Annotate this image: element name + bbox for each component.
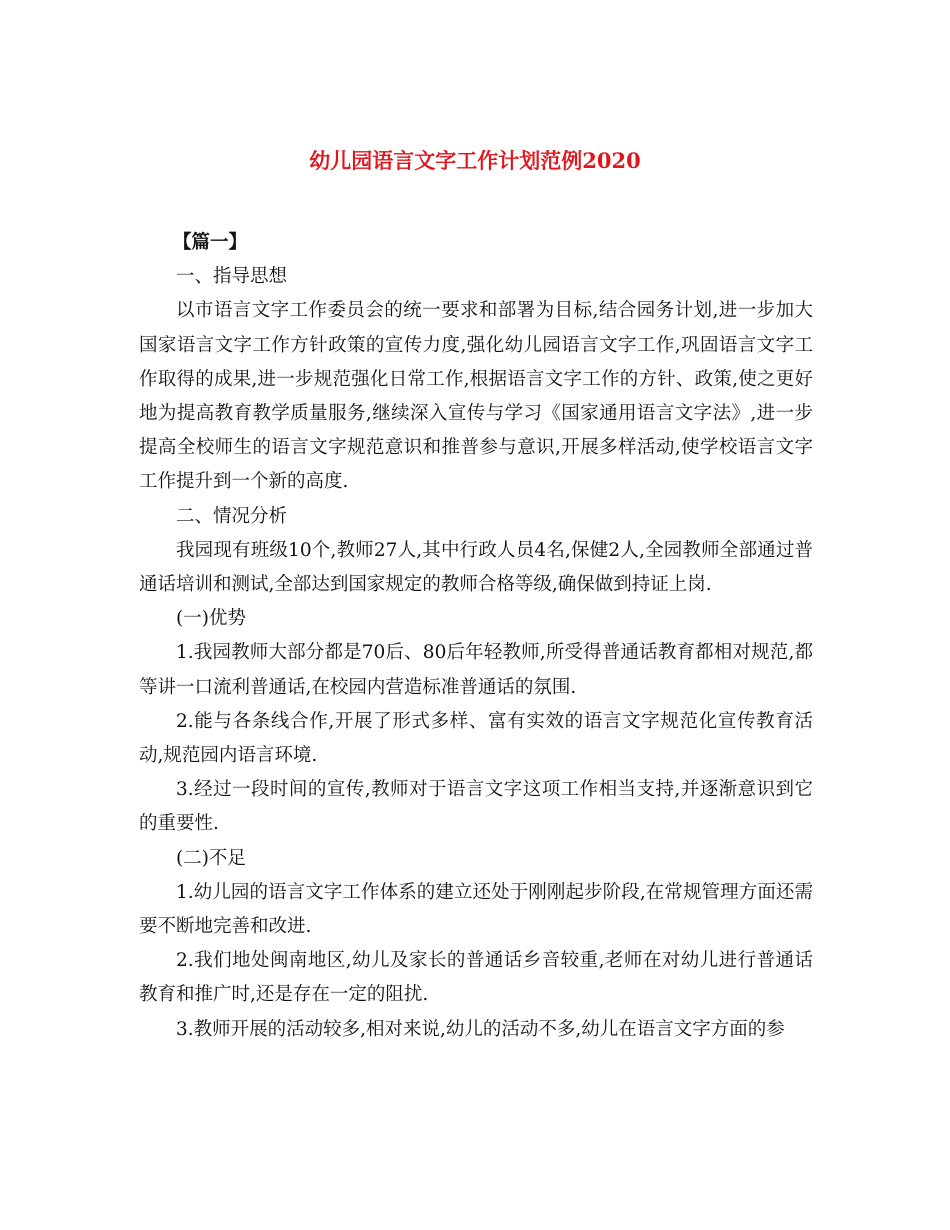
section-heading: 【篇一】: [173, 232, 248, 253]
document-body: [139, 226, 813, 1047]
subheading-shortcomings: (二)不足: [176, 847, 246, 869]
paragraph: 2.能与各条线合作,开展了形式多样、富有实效的语言文字规范化宣传教育活动,规范园内语言环境.: [139, 710, 813, 767]
paragraph: 1.幼儿园的语言文字工作体系的建立还处于刚刚起步阶段,在常规管理方面还需要不断地完善和改进.: [139, 881, 813, 938]
paragraph: 以市语言文字工作委员会的统一要求和部署为目标,结合园务计划,进一步加大国家语言文字工作方针政策的宣传力度,强化幼儿园语言文字工作,巩固语言文字工作取得的成果,进一步规范强化日常工作,根据语言文字工作的方针、政策,使之更好地为提高教育教学质量服务,继续深入宣传与学习《国家通用语言文字法》,进一步提高全校师生的语言文字规范意识和推普参与意识,开展多样活动,使学校语言文字工作提升到一个新的高度.: [139, 300, 813, 493]
paragraph: 我园现有班级10个,教师27人,其中行政人员4名,保健2人,全园教师全部通过普通话培训和测试,全部达到国家规定的教师合格等级,确保做到持证上岗.: [139, 539, 813, 596]
subheading-advantages: (一)优势: [176, 608, 246, 630]
paragraph: 2.我们地处闽南地区,幼儿及家长的普通话乡音较重,老师在对幼儿进行普通话教育和推广时,还是存在一定的阻扰.: [139, 950, 813, 1006]
paragraph: 3.教师开展的活动较多,相对来说,幼儿的活动不多,幼儿在语言文字方面的参: [176, 1018, 785, 1040]
paragraph: 1.我园教师大部分都是70后、80后年轻教师,所受得普通话教育都相对规范,都等讲一口流利普通话,在校园内营造标准普通话的氛围.: [139, 642, 813, 698]
heading-situation-analysis: 二、情况分析: [176, 505, 288, 527]
document-title: 幼儿园语言文字工作计划范例2020: [309, 148, 641, 173]
paragraph: 3.经过一段时间的宣传,教师对于语言文字这项工作相当支持,并逐渐意识到它的重要性.: [139, 779, 813, 835]
heading-guiding-ideology: 一、指导思想: [176, 266, 288, 288]
